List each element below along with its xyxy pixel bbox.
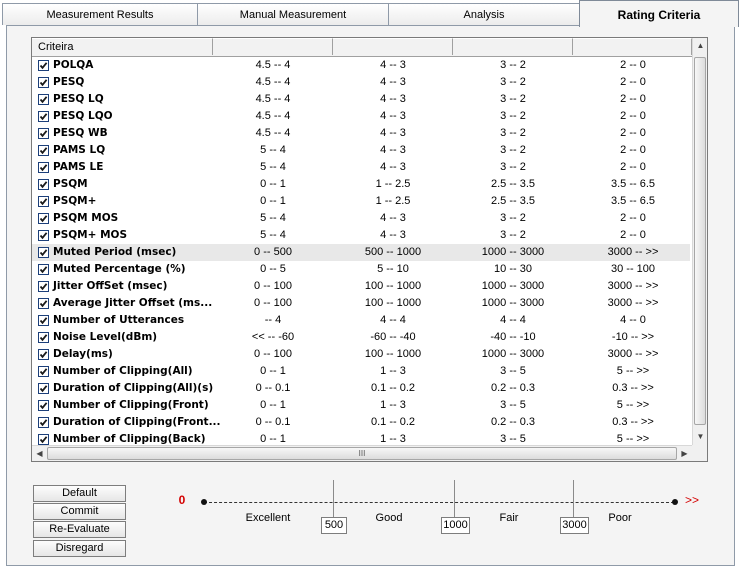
- default-button[interactable]: Default: [33, 485, 126, 502]
- scroll-right-icon[interactable]: ▶: [681, 449, 688, 458]
- threshold-field-1[interactable]: 500: [321, 517, 347, 534]
- rating-range-cell[interactable]: 4 -- 3: [380, 59, 406, 71]
- criteria-name: Noise Level(dBm): [53, 331, 158, 343]
- rating-range-cell[interactable]: 0.2 -- 0.3: [490, 382, 536, 394]
- table-row[interactable]: [32, 227, 690, 244]
- tab-manual-measurement[interactable]: Manual Measurement: [197, 3, 389, 25]
- rating-range-cell[interactable]: 0 -- 0.1: [255, 382, 291, 394]
- column-header-poor[interactable]: [573, 38, 692, 55]
- scale-start-dot-icon: [201, 499, 207, 505]
- rating-range-cell[interactable]: 1000 -- 3000: [481, 246, 545, 258]
- rating-range-cell[interactable]: 30 -- 100: [610, 263, 656, 275]
- criteria-name: PSQM+ MOS: [53, 229, 128, 241]
- rating-range-cell[interactable]: 5 -- 4: [260, 229, 286, 241]
- criteria-name: PSQM+: [53, 195, 97, 207]
- rating-range-cell[interactable]: 3 -- 2: [500, 93, 526, 105]
- rating-range-cell[interactable]: 0 -- 1: [260, 399, 286, 411]
- rating-range-cell[interactable]: 3 -- 5: [500, 433, 526, 445]
- rating-range-cell[interactable]: 0 -- 1: [260, 433, 286, 445]
- rating-range-cell[interactable]: 1 -- 2.5: [375, 195, 411, 207]
- row-checkbox[interactable]: [38, 298, 49, 309]
- row-checkbox[interactable]: [38, 332, 49, 343]
- checkmark-icon: [39, 78, 48, 87]
- row-checkbox[interactable]: [38, 77, 49, 88]
- scale-label-excellent: Excellent: [245, 512, 291, 524]
- scale-label-poor: Poor: [608, 512, 632, 524]
- scroll-down-icon[interactable]: ▼: [696, 432, 705, 441]
- rating-range-cell[interactable]: -60 -- -40: [370, 331, 416, 343]
- table-row[interactable]: [32, 125, 690, 142]
- row-checkbox[interactable]: [38, 60, 49, 71]
- rating-range-cell[interactable]: 4 -- 3: [380, 161, 406, 173]
- rating-range-cell[interactable]: 1 -- 3: [380, 365, 406, 377]
- table-row[interactable]: [32, 108, 690, 125]
- checkmark-icon: [39, 129, 48, 138]
- rating-range-cell[interactable]: 3 -- 2: [500, 76, 526, 88]
- rating-range-cell[interactable]: 3 -- 2: [500, 229, 526, 241]
- criteria-name: Number of Clipping(Back): [53, 433, 206, 445]
- checkmark-icon: [39, 231, 48, 240]
- rating-range-cell[interactable]: 4 -- 3: [380, 144, 406, 156]
- table-row[interactable]: [32, 74, 690, 91]
- checkmark-icon: [39, 214, 48, 223]
- rating-range-cell[interactable]: 3 -- 2: [500, 59, 526, 71]
- table-row[interactable]: [32, 312, 690, 329]
- checkmark-icon: [39, 435, 48, 444]
- rating-range-cell[interactable]: 500 -- 1000: [364, 246, 422, 258]
- reevaluate-button[interactable]: Re-Evaluate: [33, 521, 126, 538]
- row-checkbox[interactable]: [38, 434, 49, 445]
- rating-range-cell[interactable]: 2 -- 0: [620, 59, 646, 71]
- checkmark-icon: [39, 367, 48, 376]
- checkmark-icon: [39, 197, 48, 206]
- row-checkbox[interactable]: [38, 145, 49, 156]
- scale-tick: [573, 480, 574, 518]
- checkmark-icon: [39, 350, 48, 359]
- rating-range-cell[interactable]: 1 -- 2.5: [375, 178, 411, 190]
- rating-range-cell[interactable]: 3 -- 2: [500, 127, 526, 139]
- rating-range-cell[interactable]: 0 -- 100: [254, 348, 292, 360]
- row-checkbox[interactable]: [38, 264, 49, 275]
- rating-range-cell[interactable]: 3 -- 2: [500, 144, 526, 156]
- rating-range-cell[interactable]: 0 -- 500: [254, 246, 292, 258]
- column-header-fair[interactable]: [453, 38, 573, 55]
- rating-range-cell[interactable]: 100 -- 1000: [364, 280, 422, 292]
- checkmark-icon: [39, 282, 48, 291]
- rating-range-cell[interactable]: 1000 -- 3000: [481, 297, 545, 309]
- rating-range-cell[interactable]: 4.5 -- 4: [255, 127, 291, 139]
- rating-range-cell[interactable]: 100 -- 1000: [364, 348, 422, 360]
- checkmark-icon: [39, 401, 48, 410]
- rating-range-cell[interactable]: 4 -- 4: [380, 314, 406, 326]
- vertical-scroll-thumb[interactable]: [694, 57, 706, 425]
- criteria-grid: [31, 37, 708, 462]
- rating-range-cell[interactable]: 3.5 -- 6.5: [610, 195, 656, 207]
- rating-range-cell[interactable]: 4 -- 3: [380, 93, 406, 105]
- table-row[interactable]: [32, 278, 690, 295]
- table-row[interactable]: [32, 210, 690, 227]
- scroll-left-icon[interactable]: ◀: [36, 449, 43, 458]
- table-row[interactable]: [32, 142, 690, 159]
- tab-rating-criteria[interactable]: Rating Criteria: [579, 0, 739, 27]
- rating-range-cell[interactable]: 3000 -- >>: [607, 246, 659, 258]
- row-checkbox[interactable]: [38, 179, 49, 190]
- rating-range-cell[interactable]: 4.5 -- 4: [255, 93, 291, 105]
- checkmark-icon: [39, 146, 48, 155]
- row-checkbox[interactable]: [38, 94, 49, 105]
- criteria-name: Delay(ms): [53, 348, 113, 360]
- scale-label-fair: Fair: [499, 512, 519, 524]
- rating-range-cell[interactable]: 5 -- >>: [616, 399, 650, 411]
- table-row[interactable]: [32, 244, 690, 261]
- rating-range-cell[interactable]: 3 -- 5: [500, 365, 526, 377]
- rating-range-cell[interactable]: 0.2 -- 0.3: [490, 416, 536, 428]
- rating-range-cell[interactable]: 0.3 -- >>: [612, 416, 654, 428]
- scale-label-good: Good: [375, 512, 403, 524]
- row-checkbox[interactable]: [38, 366, 49, 377]
- criteria-name: Duration of Clipping(Front...: [53, 416, 221, 428]
- rating-range-cell[interactable]: 2.5 -- 3.5: [490, 195, 536, 207]
- rating-range-cell[interactable]: 2 -- 0: [620, 144, 646, 156]
- table-row[interactable]: [32, 329, 690, 346]
- row-checkbox[interactable]: [38, 349, 49, 360]
- rating-range-cell[interactable]: 2 -- 0: [620, 212, 646, 224]
- row-checkbox[interactable]: [38, 315, 49, 326]
- row-checkbox[interactable]: [38, 196, 49, 207]
- rating-range-cell[interactable]: -10 -- >>: [611, 331, 655, 343]
- tab-measurement-results[interactable]: Measurement Results: [2, 3, 198, 25]
- table-row[interactable]: [32, 363, 690, 380]
- rating-range-cell[interactable]: 5 -- 4: [260, 161, 286, 173]
- rating-range-cell[interactable]: 4.5 -- 4: [255, 110, 291, 122]
- rating-range-cell[interactable]: 100 -- 1000: [364, 297, 422, 309]
- criteria-name: PAMS LQ: [53, 144, 106, 156]
- criteria-name: Muted Percentage (%): [53, 263, 186, 275]
- checkmark-icon: [39, 95, 48, 104]
- criteria-name: PAMS LE: [53, 161, 104, 173]
- table-row[interactable]: [32, 261, 690, 278]
- rating-range-cell[interactable]: 3000 -- >>: [607, 297, 659, 309]
- rating-range-cell[interactable]: 5 -- 10: [377, 263, 409, 275]
- rating-range-cell[interactable]: 3 -- 2: [500, 110, 526, 122]
- criteria-name: Number of Clipping(Front): [53, 399, 209, 411]
- rating-range-cell[interactable]: 4 -- 0: [620, 314, 646, 326]
- rating-range-cell[interactable]: 2 -- 0: [620, 93, 646, 105]
- disregard-button[interactable]: Disregard: [33, 540, 126, 557]
- checkmark-icon: [39, 180, 48, 189]
- rating-range-cell[interactable]: 0 -- 0.1: [255, 416, 291, 428]
- row-checkbox[interactable]: [38, 383, 49, 394]
- rating-range-cell[interactable]: -- 4: [264, 314, 282, 326]
- checkmark-icon: [39, 61, 48, 70]
- rating-range-cell[interactable]: 0 -- 100: [254, 280, 292, 292]
- checkmark-icon: [39, 112, 48, 121]
- horizontal-scroll-thumb[interactable]: [47, 447, 677, 460]
- table-row[interactable]: [32, 346, 690, 363]
- criteria-name: Number of Utterances: [53, 314, 185, 326]
- table-row[interactable]: [32, 193, 690, 210]
- rating-range-cell[interactable]: 5 -- >>: [616, 365, 650, 377]
- rating-range-cell[interactable]: 4.5 -- 4: [255, 59, 291, 71]
- rating-range-cell[interactable]: 0.1 -- 0.2: [370, 416, 416, 428]
- criteria-name: Muted Period (msec): [53, 246, 177, 258]
- table-row[interactable]: [32, 397, 690, 414]
- rating-range-cell[interactable]: << -- -60: [251, 331, 295, 343]
- criteria-name: Jitter OffSet (msec): [53, 280, 168, 292]
- rating-range-cell[interactable]: 4.5 -- 4: [255, 76, 291, 88]
- table-row[interactable]: [32, 159, 690, 176]
- row-checkbox[interactable]: [38, 128, 49, 139]
- column-header-criteria[interactable]: Criteira: [32, 38, 213, 55]
- rating-range-cell[interactable]: 1 -- 3: [380, 433, 406, 445]
- threshold-field-3[interactable]: 3000: [560, 517, 589, 534]
- rating-range-cell[interactable]: 5 -- 4: [260, 212, 286, 224]
- table-row[interactable]: [32, 176, 690, 193]
- rating-range-cell[interactable]: 2.5 -- 3.5: [490, 178, 536, 190]
- rating-range-cell[interactable]: 2 -- 0: [620, 161, 646, 173]
- criteria-name: PESQ WB: [53, 127, 108, 139]
- rating-range-cell[interactable]: 2 -- 0: [620, 127, 646, 139]
- scale-tick: [333, 480, 334, 518]
- row-checkbox[interactable]: [38, 417, 49, 428]
- rating-range-cell[interactable]: 3 -- 2: [500, 161, 526, 173]
- scale-tick: [454, 480, 455, 518]
- rating-range-cell[interactable]: 10 -- 30: [494, 263, 532, 275]
- criteria-name: Number of Clipping(All): [53, 365, 193, 377]
- tab-bar: [0, 0, 741, 26]
- checkmark-icon: [39, 418, 48, 427]
- rating-range-cell[interactable]: 1 -- 3: [380, 399, 406, 411]
- checkmark-icon: [39, 265, 48, 274]
- scroll-grip: III: [358, 449, 366, 458]
- table-row[interactable]: [32, 57, 690, 74]
- row-checkbox[interactable]: [38, 400, 49, 411]
- rating-range-cell[interactable]: 4 -- 3: [380, 127, 406, 139]
- scale-axis-line: [204, 502, 674, 503]
- rating-range-cell[interactable]: 3 -- 2: [500, 212, 526, 224]
- rating-range-cell[interactable]: 1000 -- 3000: [481, 280, 545, 292]
- table-row[interactable]: [32, 380, 690, 397]
- rating-range-cell[interactable]: 3000 -- >>: [607, 280, 659, 292]
- scrollbar-corner: [692, 445, 707, 461]
- rating-range-cell[interactable]: 5 -- >>: [616, 433, 650, 445]
- rating-range-cell[interactable]: 4 -- 3: [380, 229, 406, 241]
- criteria-name: PESQ: [53, 76, 85, 88]
- rating-range-cell[interactable]: 0 -- 100: [254, 297, 292, 309]
- scale-end-label: >>: [684, 493, 699, 507]
- rating-range-cell[interactable]: 4 -- 3: [380, 76, 406, 88]
- checkmark-icon: [39, 333, 48, 342]
- row-checkbox[interactable]: [38, 281, 49, 292]
- rating-range-cell[interactable]: 3.5 -- 6.5: [610, 178, 656, 190]
- vertical-scrollbar[interactable]: [692, 38, 708, 445]
- rating-range-cell[interactable]: 0.1 -- 0.2: [370, 382, 416, 394]
- table-row[interactable]: [32, 414, 690, 431]
- rating-range-cell[interactable]: 0 -- 1: [260, 195, 286, 207]
- rating-range-cell[interactable]: 2 -- 0: [620, 229, 646, 241]
- checkmark-icon: [39, 316, 48, 325]
- row-checkbox[interactable]: [38, 111, 49, 122]
- rating-range-cell[interactable]: 3000 -- >>: [607, 348, 659, 360]
- rating-range-cell[interactable]: -40 -- -10: [490, 331, 536, 343]
- rating-range-cell[interactable]: 1000 -- 3000: [481, 348, 545, 360]
- row-checkbox[interactable]: [38, 247, 49, 258]
- criteria-name: PESQ LQO: [53, 110, 113, 122]
- criteria-name: PESQ LQ: [53, 93, 104, 105]
- rating-range-cell[interactable]: 0 -- 1: [260, 365, 286, 377]
- criteria-name: PSQM: [53, 178, 88, 190]
- criteria-name: PSQM MOS: [53, 212, 119, 224]
- threshold-field-2[interactable]: 1000: [441, 517, 470, 534]
- table-row[interactable]: [32, 91, 690, 108]
- rating-range-cell[interactable]: 0 -- 5: [260, 263, 286, 275]
- rating-range-cell[interactable]: 2 -- 0: [620, 110, 646, 122]
- criteria-name: Duration of Clipping(All)(s): [53, 382, 214, 394]
- rating-range-cell[interactable]: 4 -- 3: [380, 110, 406, 122]
- row-checkbox[interactable]: [38, 162, 49, 173]
- row-checkbox[interactable]: [38, 230, 49, 241]
- column-header-excellent[interactable]: [213, 38, 333, 55]
- rating-range-cell[interactable]: 0 -- 1: [260, 178, 286, 190]
- rating-range-cell[interactable]: 2 -- 0: [620, 76, 646, 88]
- horizontal-scrollbar[interactable]: [32, 445, 692, 462]
- row-checkbox[interactable]: [38, 213, 49, 224]
- checkmark-icon: [39, 163, 48, 172]
- scroll-up-icon[interactable]: ▲: [696, 41, 705, 50]
- table-row[interactable]: [32, 295, 690, 312]
- commit-button[interactable]: Commit: [33, 503, 126, 520]
- rating-range-cell[interactable]: 4 -- 4: [500, 314, 526, 326]
- column-header-good[interactable]: [333, 38, 453, 55]
- rating-range-cell[interactable]: 4 -- 3: [380, 212, 406, 224]
- grid-header: [32, 38, 692, 57]
- tab-analysis[interactable]: Analysis: [388, 3, 580, 25]
- rating-range-cell[interactable]: 5 -- 4: [260, 144, 286, 156]
- criteria-name: Average Jitter Offset (ms...: [53, 297, 213, 309]
- criteria-name: POLQA: [53, 59, 94, 71]
- rating-range-cell[interactable]: 0.3 -- >>: [612, 382, 654, 394]
- checkmark-icon: [39, 384, 48, 393]
- checkmark-icon: [39, 299, 48, 308]
- rating-range-cell[interactable]: 3 -- 5: [500, 399, 526, 411]
- scale-start-label: 0: [178, 493, 186, 507]
- checkmark-icon: [39, 248, 48, 257]
